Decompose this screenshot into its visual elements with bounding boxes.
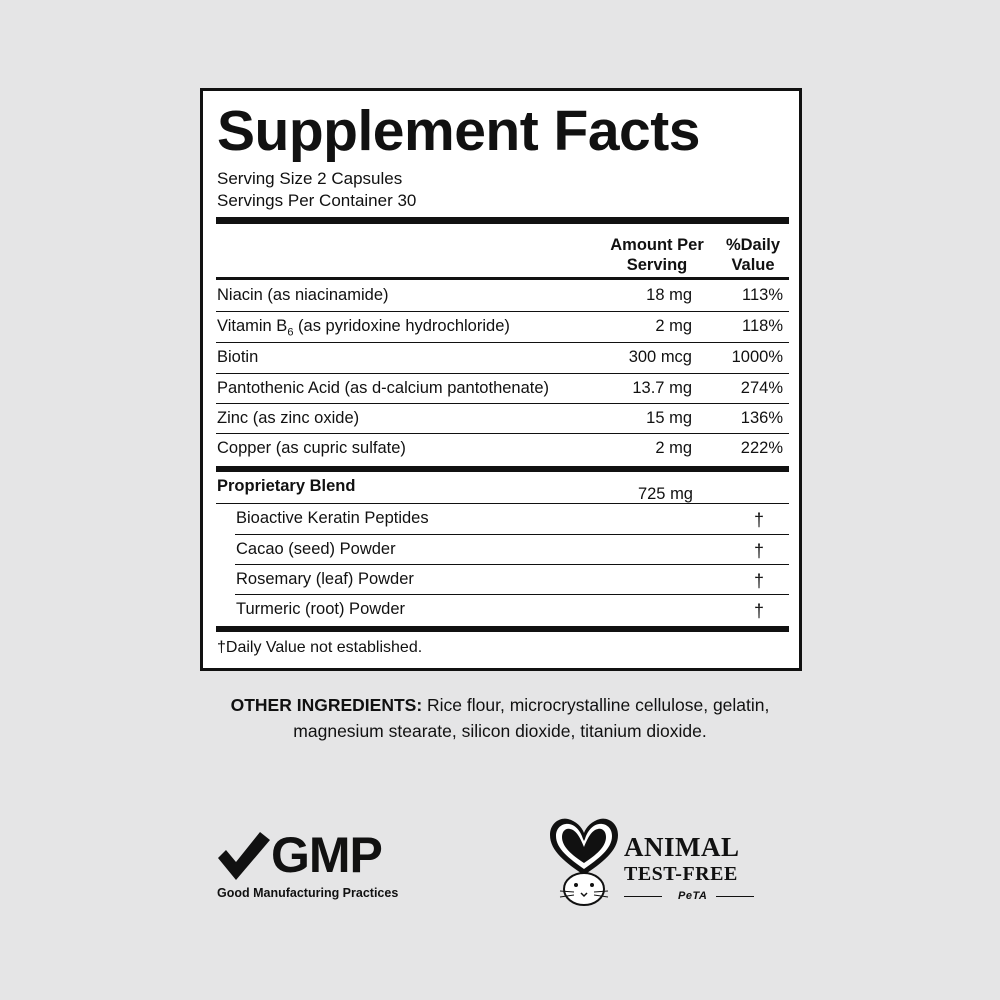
blend-item-name: Cacao (seed) Powder — [236, 540, 396, 558]
nutrient-dv: 274% — [740, 379, 783, 397]
nutrient-row-niacin — [216, 281, 789, 311]
facts-title: Supplement Facts — [217, 99, 700, 163]
nutrient-amount: 300 mcg — [628, 348, 692, 366]
dagger-mark: † — [753, 601, 764, 621]
blend-item-name: Bioactive Keratin Peptides — [236, 509, 429, 527]
nutrient-name: Pantothenic Acid (as d-calcium pantothenate) — [217, 379, 550, 397]
divider-line — [716, 896, 754, 897]
nutrient-name: Niacin (as niacinamide) — [217, 286, 389, 304]
nutrient-row-copper — [216, 434, 789, 464]
thick-divider — [216, 466, 789, 472]
divider-line — [624, 896, 662, 897]
nutrient-row-vitamin-b6 — [216, 312, 789, 342]
nutrient-amount: 18 mg — [646, 286, 692, 304]
nutrient-amount: 13.7 mg — [632, 379, 692, 397]
nutrient-dv: 1000% — [731, 348, 783, 366]
nutrient-row-biotin — [216, 343, 789, 373]
daily-value-header: %Daily Value — [725, 236, 781, 274]
nutrient-name: Vitamin $B_6$ (as pyridoxine hydrochloride) — [217, 317, 510, 339]
other-ingredients — [190, 692, 810, 744]
checkmark-icon — [216, 828, 272, 884]
footnote: †Daily Value not established. — [217, 639, 423, 656]
peta-line — [624, 887, 760, 907]
dagger-mark: † — [753, 571, 764, 591]
thick-divider — [216, 626, 789, 632]
peta-logo-text: PeTA — [678, 890, 708, 902]
nutrient-name: Biotin — [217, 348, 259, 366]
nutrient-amount: 2 mg — [655, 317, 692, 335]
nutrient-amount: 2 mg — [655, 439, 692, 457]
nutrient-amount: 15 mg — [646, 409, 692, 427]
gmp-subtitle: Good Manufacturing Practices — [217, 886, 399, 900]
gmp-badge — [216, 826, 416, 906]
blend-item-name: Turmeric (root) Powder — [236, 600, 406, 618]
proprietary-blend-row — [216, 475, 789, 505]
blend-amount: 725 mg — [637, 485, 693, 503]
gmp-title: GMP — [271, 827, 382, 883]
other-ingredients-text: Rice flour, microcrystalline cellulose, gelatin, magnesium stearate, silicon dioxide, titanium dioxide. — [293, 695, 770, 741]
blend-item-cacao — [216, 535, 789, 565]
test-free-text: TEST-FREE — [624, 863, 738, 885]
header-divider — [216, 277, 789, 280]
blend-name: Proprietary Blend — [217, 477, 356, 495]
bunny-heart-icon — [546, 815, 622, 911]
nutrient-row-zinc — [216, 404, 789, 434]
nutrient-row-pantothenic-acid — [216, 374, 789, 404]
nutrient-dv: 113% — [742, 286, 783, 304]
nutrient-name: Copper (as cupric sulfate) — [217, 439, 406, 457]
servings-per-container: Servings Per Container 30 — [217, 191, 417, 210]
blend-item-turmeric — [216, 595, 789, 625]
amount-header: Amount Per Serving — [610, 236, 704, 274]
blend-item-name: Rosemary (leaf) Powder — [236, 570, 414, 588]
dagger-mark: † — [753, 541, 764, 561]
nutrient-dv: 118% — [742, 317, 783, 335]
animal-text: ANIMAL — [624, 832, 740, 862]
supplement-facts-panel — [200, 88, 802, 671]
nutrient-dv: 222% — [740, 439, 783, 457]
dagger-mark: † — [753, 510, 764, 530]
nutrient-dv: 136% — [740, 409, 783, 427]
blend-item-rosemary — [216, 565, 789, 595]
serving-size: Serving Size 2 Capsules — [217, 169, 403, 188]
other-ingredients-label: OTHER INGREDIENTS: — [230, 695, 423, 715]
nutrient-name: Zinc (as zinc oxide) — [217, 409, 360, 427]
animal-test-free-badge — [546, 815, 776, 915]
thick-divider — [216, 217, 789, 224]
blend-item-keratin — [216, 504, 789, 534]
